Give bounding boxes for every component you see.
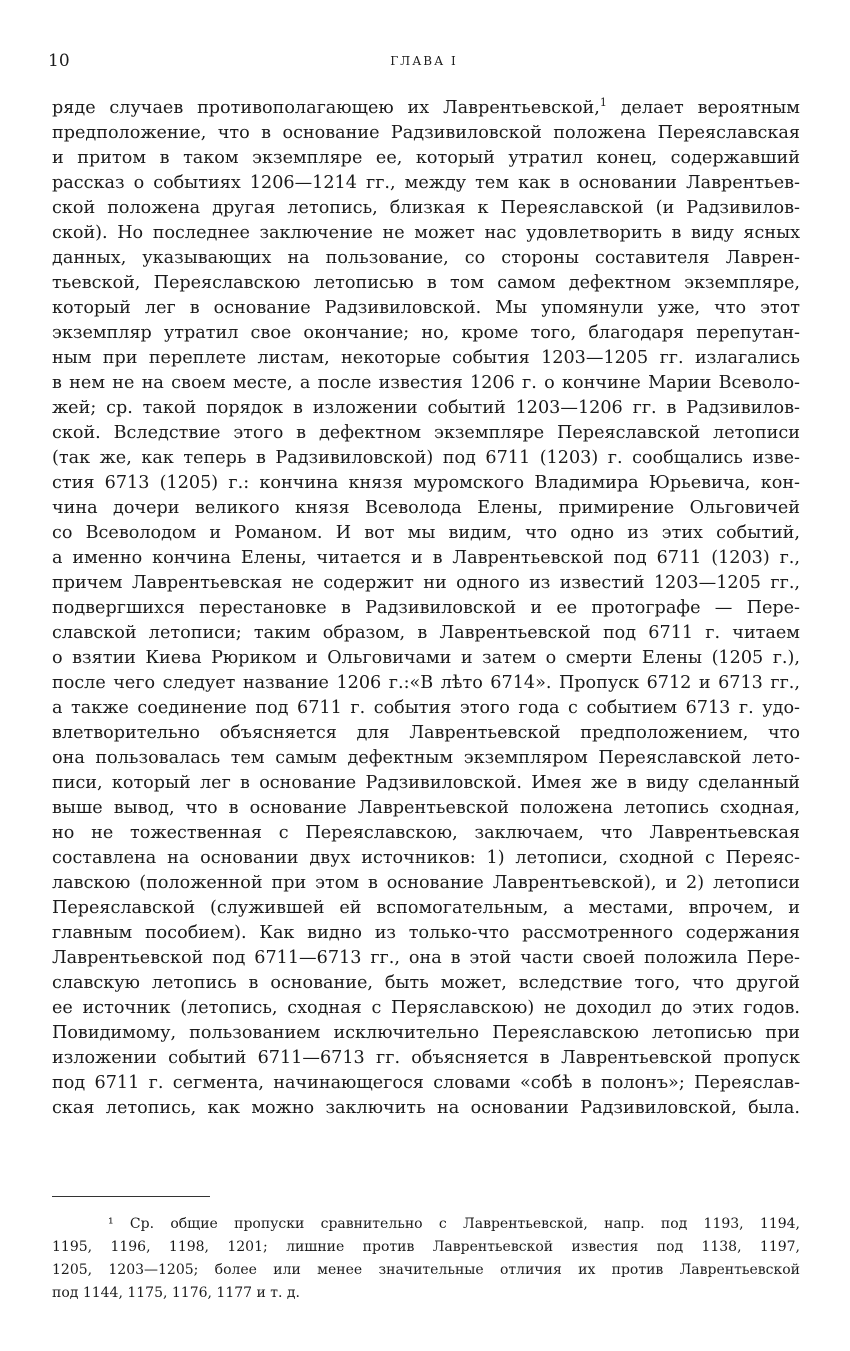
footnote-line: под 1144, 1175, 1176, 1177 и т. д. [52, 1285, 300, 1301]
text-line: но не тожественная с Переяславскою, заключаем, что Лаврентьевская [52, 823, 800, 843]
text-line: она пользовалась тем самым дефектным экземпляром Переяславской лето- [52, 748, 800, 768]
text-line: ской). Но последнее заключение не может нас удовлетворить в виду ясных [52, 223, 800, 243]
text-line: ее источник (летопись, сходная с Перяславскою) не доходил до этих годов. [52, 998, 800, 1018]
text-line: экземпляр утратил свое окончание; но, кроме того, благодаря перепутан- [52, 323, 800, 343]
footnote-marker: 1 [599, 96, 607, 109]
footnote-line: 1205, 1203—1205; более или менее значительные отличия их против Лаврентьевской [52, 1262, 800, 1278]
text-line: ской. Вследствие этого в дефектном экземпляре Переяславской летописи [52, 423, 800, 443]
text-line: а также соединение под 6711 г. события этого года с событием 6713 г. удо- [52, 698, 800, 718]
text-line: ряде случаев противополагающею их Лаврентьевской,$^1$ делает вероятным [52, 96, 800, 118]
text-line: Лаврентьевской под 6711—6713 гг., она в этой части своей положила Пере- [52, 948, 800, 968]
text-line: ным при переплете листам, некоторые события 1203—1205 гг. излагались [52, 348, 800, 368]
footnote-divider [52, 1196, 210, 1197]
text-line: после чего следует название 1206 г.:«В лѣто 6714». Пропуск 6712 и 6713 гг., [52, 673, 800, 693]
footnote-line: 1195, 1196, 1198, 1201; лишние против Лаврентьевской известия под 1138, 1197, [52, 1239, 800, 1255]
page-header [48, 51, 800, 75]
text-line: изложении событий 6711—6713 гг. объясняется в Лаврентьевской пропуск [52, 1048, 800, 1068]
footnotes [52, 1213, 800, 1305]
text-line: ской положена другая летопись, близкая к Переяславской (и Радзивилов- [52, 198, 800, 218]
text-line: выше вывод, что в основание Лаврентьевской положена летопись сходная, [52, 798, 800, 818]
text-line: лавскою (положенной при этом в основание Лаврентьевской), и 2) летописи [52, 873, 800, 893]
text-line: влетворительно объясняется для Лаврентьевской предположением, что [52, 723, 800, 743]
text-line: тьевской, Переяславскою летописью в том самом дефектном экземпляре, [52, 273, 800, 293]
text-line: чина дочери великого князя Всеволода Елены, примирение Ольговичей [52, 498, 800, 518]
text-line: (так же, как теперь в Радзивиловской) под 6711 (1203) г. сообщались изве- [52, 448, 800, 468]
text-line: со Всеволодом и Романом. И вот мы видим, что одно из этих событий, [52, 523, 800, 543]
text-line: под 6711 г. сегмента, начинающегося словами «собѣ в полонъ»; Переяслав- [52, 1073, 800, 1093]
text-line: главным пособием). Как видно из только-что рассмотренного содержания [52, 923, 800, 943]
text-line: и притом в таком экземпляре ее, который утратил конец, содержавший [52, 148, 800, 168]
text-line: который лег в основание Радзивиловской. Мы упомянули уже, что этот [52, 298, 800, 318]
text-line: данных, указывающих на пользование, со стороны составителя Лаврен- [52, 248, 800, 268]
text-line: ская летопись, как можно заключить на основании Радзивиловской, была. [52, 1098, 800, 1118]
footnote-line: ¹ Ср. общие пропуски сравнительно с Лаврентьевской, напр. под 1193, 1194, [108, 1216, 800, 1232]
text-line: причем Лаврентьевская не содержит ни одного из известий 1203—1205 гг., [52, 573, 800, 593]
text-line: подвергшихся перестановке в Радзивиловской и ее протографе — Пере- [52, 598, 800, 618]
text-line: Повидимому, пользованием исключительно Переяславскою летописью при [52, 1023, 800, 1043]
text-line: а именно кончина Елены, читается и в Лаврентьевской под 6711 (1203) г., [52, 548, 800, 568]
main-text [52, 96, 800, 1121]
text-line: Переяславской (служившей ей вспомогательным, а местами, впрочем, и [52, 898, 800, 918]
text-line: предположение, что в основание Радзивиловской положена Переяславская [52, 123, 800, 143]
chapter-title: ГЛАВА I [390, 54, 458, 68]
text-line: жей; ср. такой порядок в изложении событий 1203—1206 гг. в Радзивилов- [52, 398, 800, 418]
text-line: славской летописи; таким образом, в Лаврентьевской под 6711 г. читаем [52, 623, 800, 643]
text-line: писи, который лег в основание Радзивиловской. Имея же в виду сделанный [52, 773, 800, 793]
text-line: в нем не на своем месте, а после известия 1206 г. о кончине Марии Всеволо- [52, 373, 800, 393]
text-line: рассказ о событиях 1206—1214 гг., между тем как в основании Лаврентьев- [52, 173, 800, 193]
page-number: 10 [48, 51, 70, 71]
text-line: славскую летопись в основание, быть может, вследствие того, что другой [52, 973, 800, 993]
text-line: составлена на основании двух источников: 1) летописи, сходной с Переяс- [52, 848, 800, 868]
text-line: о взятии Киева Рюриком и Ольговичами и затем о смерти Елены (1205 г.), [52, 648, 800, 668]
text-line: стия 6713 (1205) г.: кончина князя муромского Владимира Юрьевича, кон- [52, 473, 800, 493]
